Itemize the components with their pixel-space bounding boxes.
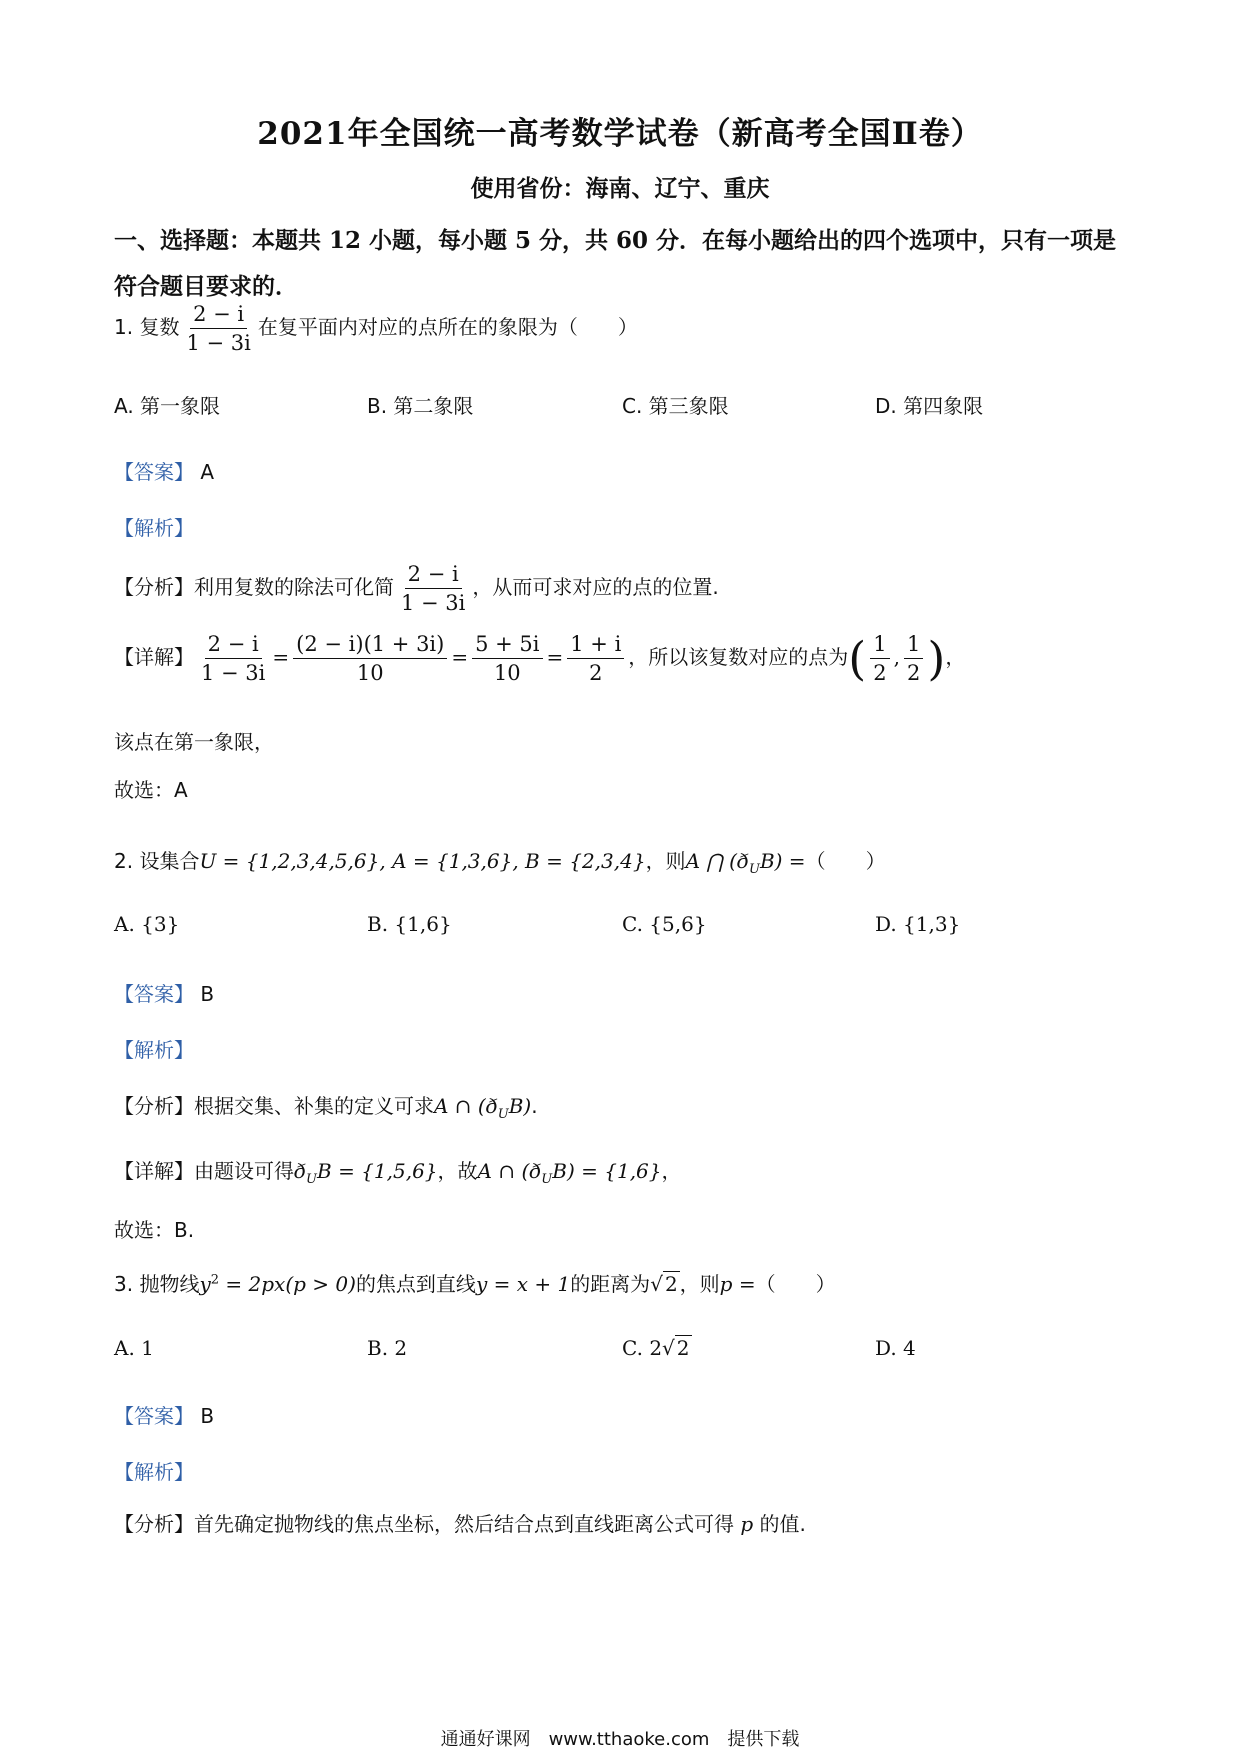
stem-text: 的焦点到直线 bbox=[355, 1272, 476, 1296]
answer-label: 【答案】 bbox=[114, 982, 194, 1006]
fraction bbox=[293, 632, 447, 685]
fraction-numerator: (2 − i)(1 + 3i) bbox=[293, 632, 447, 659]
sqrt-radicand: 2 bbox=[664, 1272, 678, 1296]
sqrt-expression: √ 2 bbox=[662, 1336, 690, 1360]
fraction bbox=[870, 632, 889, 685]
q3-option-d: D. 4 bbox=[875, 1336, 916, 1360]
math-variable: p bbox=[740, 1512, 754, 1536]
fraction bbox=[198, 632, 268, 685]
detail-text: ， bbox=[945, 645, 966, 670]
q2-fenxi bbox=[114, 1090, 538, 1122]
fraction-denominator: 1 − 3i bbox=[201, 661, 266, 686]
math-expression: B) = {1,6} bbox=[552, 1159, 662, 1183]
sqrt-expression: √ 2 bbox=[650, 1272, 678, 1296]
detail-text: 由题设可得 bbox=[194, 1159, 294, 1183]
page-footer: 通通好课网 www.tthaoke.com 提供下载 bbox=[440, 1729, 800, 1750]
q1-detail: 【详解】 $\frac{2 - i}{1 - 3i}$ = $\frac{(2 - i)(1 + 3i)}{10}$ = $\frac{5 + 5i}{10}$ = $\frac{1 + i}{2}$ ，所以该复数对应的点为( $\frac{1}{2}$ , $\frac{1}{2}$ )， bbox=[114, 631, 966, 686]
math-expression: B) = bbox=[759, 849, 806, 873]
fraction-numerator: 1 bbox=[870, 632, 889, 659]
fraction-denominator: 1 − 3i bbox=[186, 331, 251, 356]
question-number: 3. bbox=[114, 1272, 134, 1296]
stem-text: 抛物线 bbox=[139, 1272, 200, 1296]
answer-value: B bbox=[200, 982, 215, 1006]
question-number: 2. bbox=[114, 849, 134, 873]
detail-text: ，故 bbox=[437, 1159, 478, 1183]
math-expression: B) bbox=[508, 1094, 532, 1118]
math-expression: ð bbox=[294, 1159, 307, 1183]
page-title: 2021年全国统一高考数学试卷（新高考全国Ⅱ卷） bbox=[257, 116, 983, 152]
q1-conclusion: 该点在第一象限， bbox=[114, 730, 274, 754]
fraction bbox=[472, 632, 542, 685]
question-3-stem bbox=[114, 1268, 836, 1297]
math-subscript: U bbox=[306, 1172, 318, 1187]
stem-text: ，则 bbox=[679, 1272, 720, 1296]
math-expression: y bbox=[199, 1272, 211, 1296]
math-subscript: U bbox=[497, 1107, 509, 1122]
fraction-numerator: 2 − i bbox=[205, 632, 262, 659]
fenxi-text: 的值. bbox=[759, 1512, 806, 1536]
q1-option-c: C. 第三象限 bbox=[622, 394, 729, 418]
fenxi-label: 【分析】 bbox=[114, 1094, 194, 1118]
fenxi-text: ，从而可求对应的点的位置. bbox=[472, 575, 719, 600]
fraction-denominator: 2 bbox=[873, 661, 887, 686]
math-coefficient: 2 bbox=[649, 1336, 663, 1360]
fraction-numerator: 2 − i bbox=[190, 302, 247, 329]
math-expression: p = bbox=[719, 1272, 756, 1296]
q1-answer bbox=[114, 456, 214, 485]
stem-text: ，则 bbox=[645, 849, 686, 873]
fraction bbox=[904, 632, 923, 685]
q1-option-b: B. 第二象限 bbox=[367, 394, 474, 418]
detail-text: ，所以该复数对应的点为 bbox=[628, 645, 849, 670]
fraction-numerator: 5 + 5i bbox=[472, 632, 542, 659]
fraction-denominator: 2 bbox=[906, 661, 921, 686]
stem-text: 的距离为 bbox=[570, 1272, 651, 1296]
question-number: 1. bbox=[114, 315, 134, 340]
answer-label: 【答案】 bbox=[114, 1404, 194, 1428]
q2-detail bbox=[114, 1155, 682, 1187]
q1-option-d: D. 第四象限 bbox=[875, 394, 984, 418]
stem-text: 设集合 bbox=[139, 849, 200, 873]
q2-option-b: B. {1,6} bbox=[367, 912, 452, 936]
math-expression: = 2px(p > 0) bbox=[219, 1272, 356, 1296]
q2-analysis-label: 【解析】 bbox=[114, 1038, 194, 1062]
fraction-numerator: 2 − i bbox=[405, 562, 462, 589]
stem-text: （ ） bbox=[755, 1272, 836, 1296]
q1-fenxi bbox=[114, 562, 719, 615]
page-subtitle: 使用省份：海南、辽宁、重庆 bbox=[470, 175, 770, 202]
q3-option-b: B. 2 bbox=[367, 1336, 408, 1360]
fenxi-text: . bbox=[531, 1094, 538, 1118]
detail-label: 【详解】 bbox=[114, 1159, 194, 1183]
math-expression: B = {1,5,6} bbox=[317, 1159, 438, 1183]
set-definitions: U = {1,2,3,4,5,6}, A = {1,3,6}, B = {2,3,4} bbox=[199, 849, 646, 873]
q3-analysis-label: 【解析】 bbox=[114, 1460, 194, 1484]
option-label: C. bbox=[622, 1336, 643, 1360]
fraction-denominator: 2 bbox=[589, 661, 603, 686]
fraction bbox=[183, 302, 253, 355]
detail-text: ， bbox=[661, 1159, 682, 1183]
q3-option-a: A. 1 bbox=[114, 1336, 154, 1360]
fenxi-label: 【分析】 bbox=[114, 1512, 194, 1536]
answer-value: A bbox=[200, 460, 215, 484]
q2-option-a: A. {3} bbox=[114, 912, 180, 936]
fraction bbox=[567, 632, 624, 685]
sqrt-radicand: 2 bbox=[676, 1336, 690, 1360]
fraction-denominator: 1 − 3i bbox=[401, 591, 466, 616]
q1-analysis-label: 【解析】 bbox=[114, 516, 194, 540]
q2-answer bbox=[114, 978, 214, 1007]
fraction bbox=[398, 562, 468, 615]
math-expression: A ∩ (ð bbox=[477, 1159, 542, 1183]
math-expression: A ∩ (ð bbox=[434, 1094, 498, 1118]
fenxi-text: 根据交集、补集的定义可求 bbox=[194, 1094, 434, 1118]
fenxi-text: 利用复数的除法可化简 bbox=[194, 575, 394, 600]
fraction-numerator: 1 + i bbox=[567, 632, 624, 659]
q2-choose bbox=[114, 1214, 194, 1243]
section-heading: 一、选择题：本题共 12 小题，每小题 5 分，共 60 分．在每小题给出的四个选项中，只有一项是符合题目要求的． bbox=[114, 227, 1117, 300]
fraction-denominator: 10 bbox=[493, 661, 521, 686]
math-subscript: U bbox=[541, 1172, 553, 1187]
answer-value: B bbox=[200, 1404, 215, 1428]
q3-fenxi bbox=[114, 1508, 806, 1537]
fraction-numerator: 1 bbox=[904, 632, 923, 659]
q2-option-c: C. {5,6} bbox=[622, 912, 707, 936]
q3-answer bbox=[114, 1400, 214, 1429]
detail-label: 【详解】 bbox=[114, 645, 194, 670]
stem-text: 在复平面内对应的点所在的象限为（ ） bbox=[257, 315, 638, 340]
fenxi-text: 首先确定抛物线的焦点坐标，然后结合点到直线距离公式可得 bbox=[194, 1512, 734, 1536]
fraction-denominator: 10 bbox=[356, 661, 384, 686]
stem-text: 复数 bbox=[139, 315, 180, 340]
question-2-stem bbox=[114, 845, 886, 877]
q3-option-c bbox=[622, 1336, 692, 1360]
stem-text: （ ） bbox=[805, 849, 886, 873]
line-equation: y = x + 1 bbox=[475, 1272, 571, 1296]
choose-text: 故选：B. bbox=[114, 1218, 195, 1242]
q1-choose: 故选：A bbox=[114, 778, 188, 802]
fenxi-label: 【分析】 bbox=[114, 575, 194, 600]
q1-option-a: A. 第一象限 bbox=[114, 394, 221, 418]
math-superscript: 2 bbox=[210, 1272, 220, 1288]
answer-label: 【答案】 bbox=[114, 460, 194, 484]
q2-option-d: D. {1,3} bbox=[875, 912, 961, 936]
math-subscript: U bbox=[748, 862, 760, 877]
math-expression: A ⋂ (ð bbox=[685, 849, 749, 873]
question-1-stem bbox=[114, 302, 638, 355]
